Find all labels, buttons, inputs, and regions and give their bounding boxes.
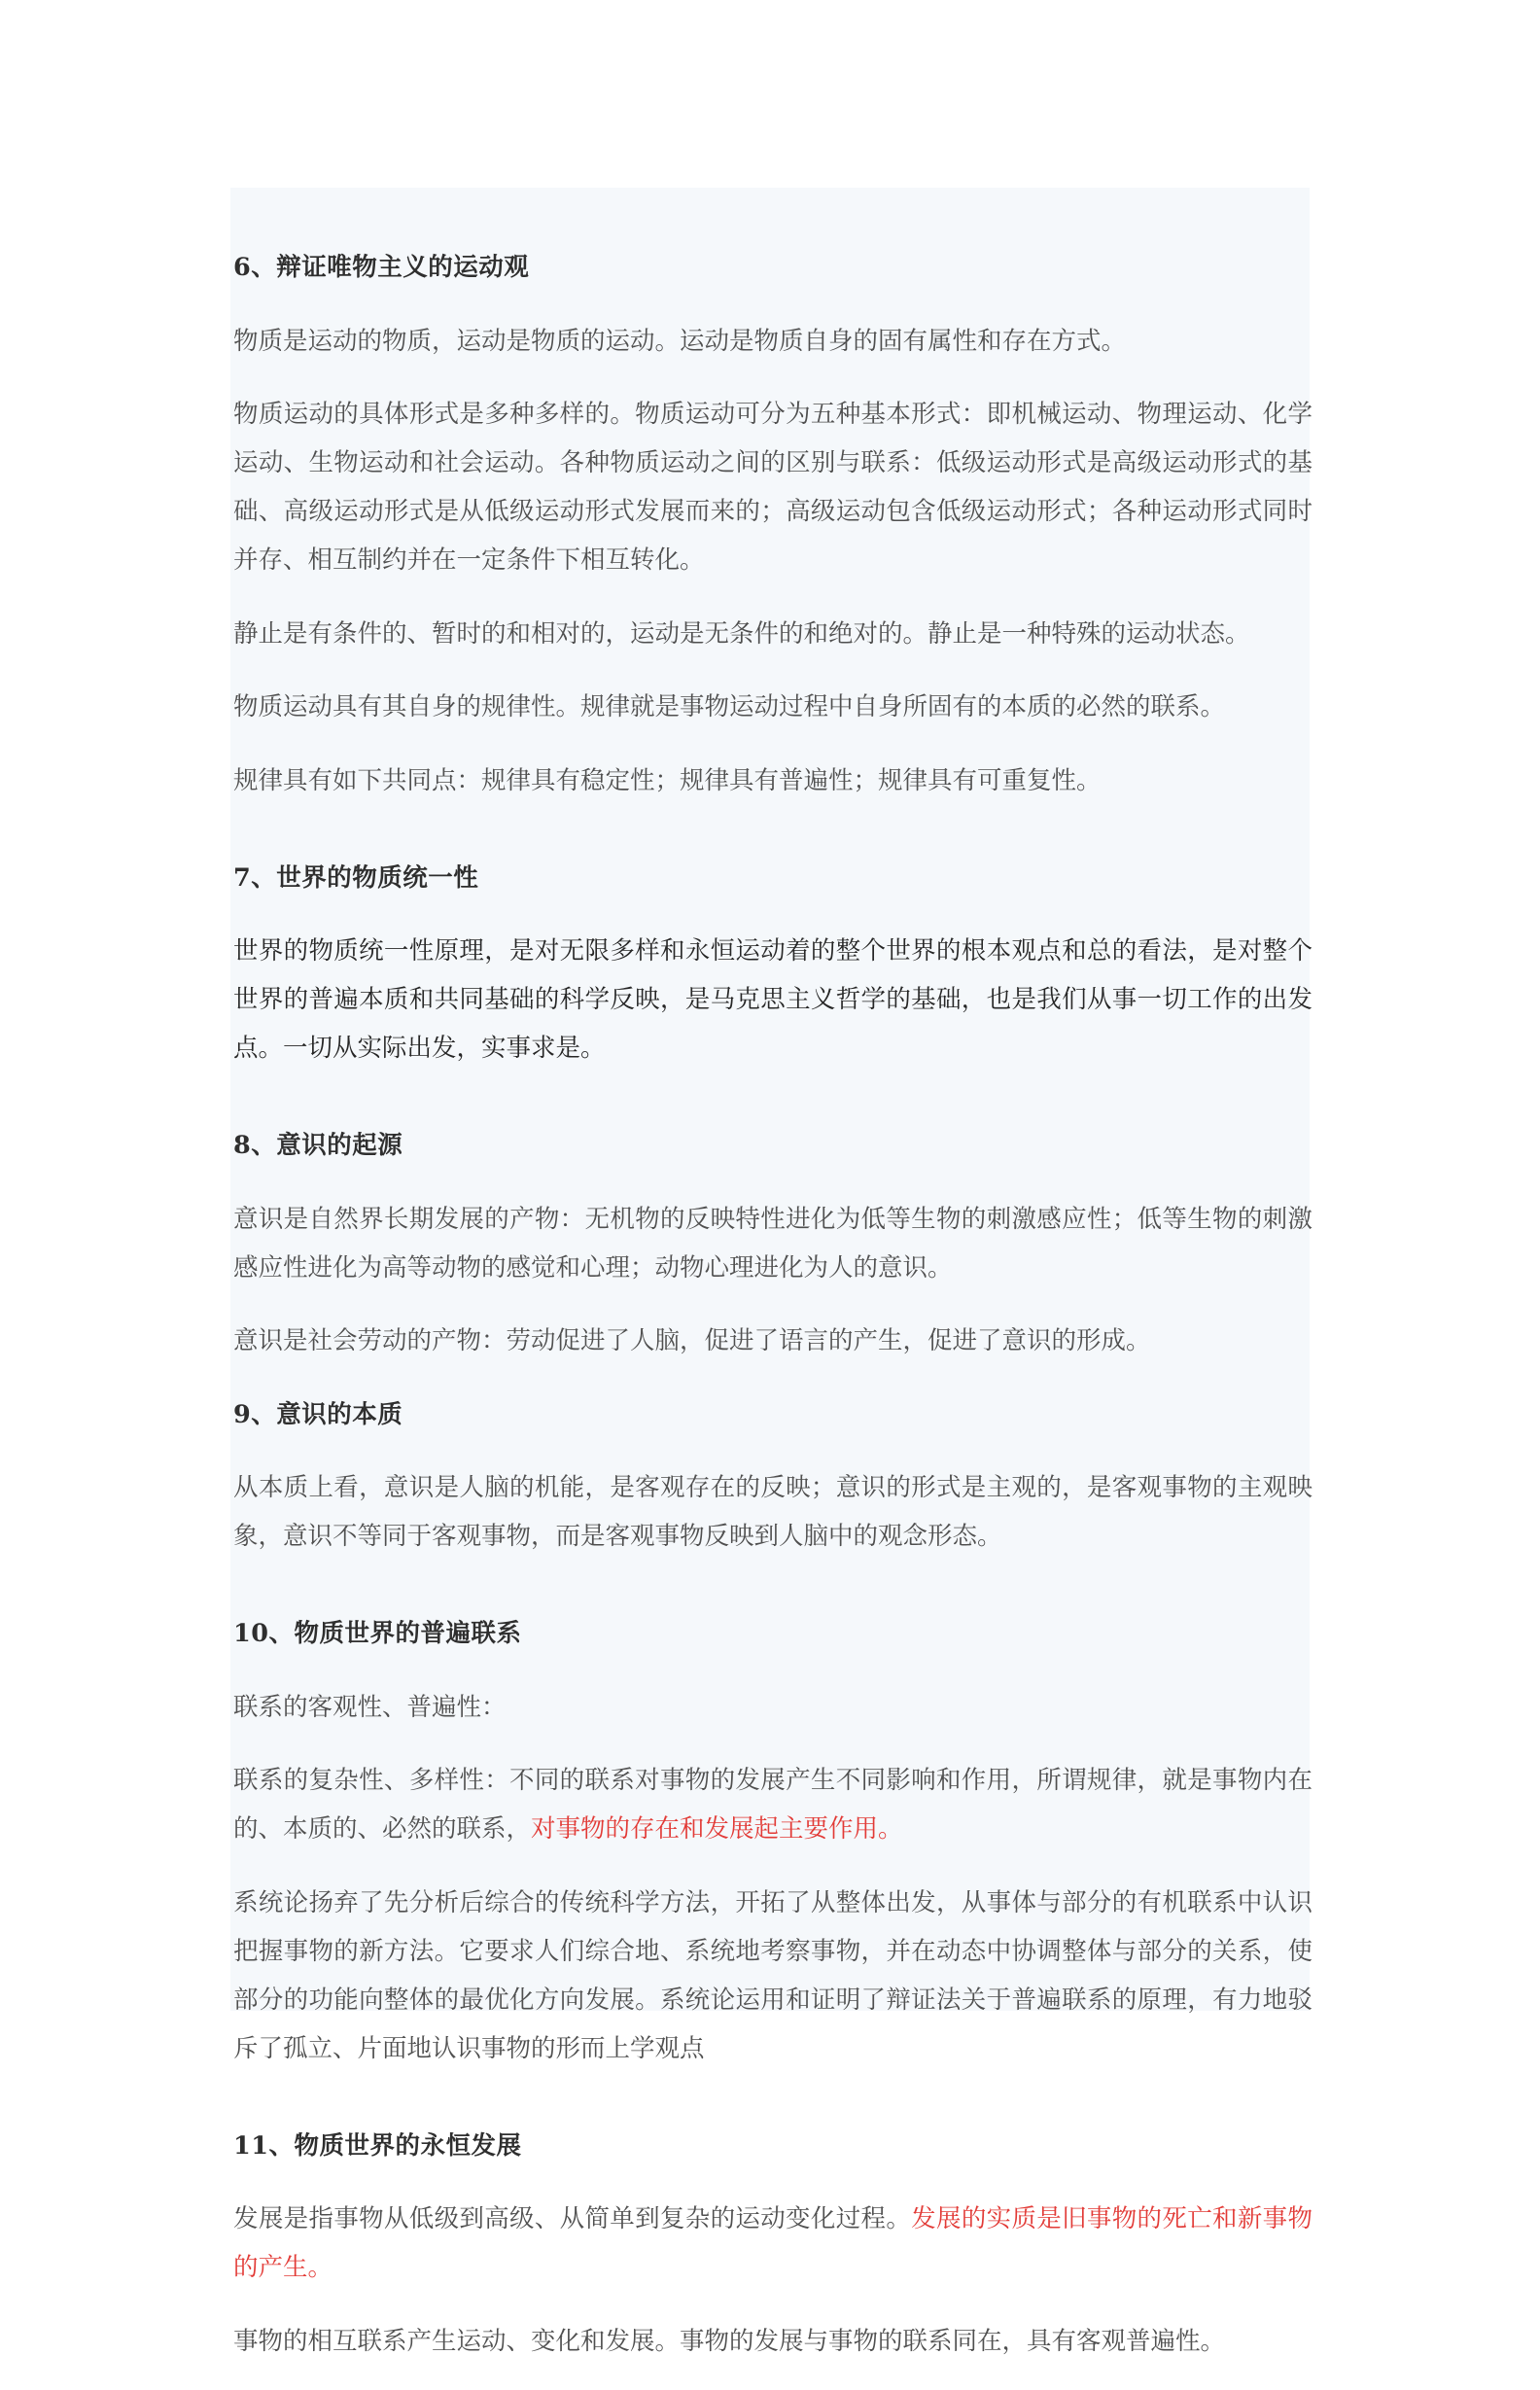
paragraph: 规律具有如下共同点：规律具有稳定性；规律具有普遍性；规律具有可重复性。 (233, 765, 1102, 795)
paragraph: 意识是自然界长期发展的产物：无机物的反映特性进化为低等生物的刺激感应性；低等生物的刺激感应性进化为高等动物的感觉和心理；动物心理进化为人的意识。 (233, 1204, 1312, 1283)
section-heading: 10、物质世界的普遍联系 (233, 1619, 522, 1648)
highlight-text: 发展的实质是旧事物的死亡和新事物的产生。 (233, 2204, 1312, 2282)
paragraph: 联系的客观性、普遍性： (233, 1692, 507, 1722)
paragraph: 静止是有条件的、暂时的和相对的，运动是无条件的和绝对的。静止是一种特殊的运动状态。 (233, 618, 1250, 649)
paragraph: 意识是社会劳动的产物：劳动促进了人脑，促进了语言的产生，促进了意识的形成。 (233, 1326, 1151, 1355)
paragraph-with-highlight (233, 2195, 1312, 2292)
section-heading: 6、辩证唯物主义的运动观 (233, 253, 530, 282)
paragraph: 从本质上看，意识是人脑的机能，是客观存在的反映；意识的形式是主观的，是客观事物的主观映象，意识不等同于客观事物，而是客观事物反映到人脑中的观念形态。 (233, 1473, 1312, 1551)
section-9-essence-of-consciousness (233, 1390, 1312, 1562)
paragraph: 物质运动具有其自身的规律性。规律就是事物运动过程中自身所固有的本质的必然的联系。 (233, 692, 1226, 721)
section-heading: 9、意识的本质 (233, 1399, 403, 1429)
section-heading: 8、意识的起源 (233, 1131, 403, 1160)
section-heading: 11、物质世界的永恒发展 (233, 2130, 522, 2161)
paragraph: 事物的相互联系产生运动、变化和发展。事物的发展与事物的联系同在，具有客观普遍性。 (233, 2326, 1226, 2356)
section-8-origin-of-consciousness (233, 1121, 1312, 1365)
highlight-text: 对事物的存在和发展起主要作用。 (531, 1814, 903, 1844)
section-10-universal-connection (233, 1609, 1312, 2073)
paragraph-with-highlight (233, 1756, 1312, 1853)
section-11-eternal-development (233, 2122, 1312, 2366)
paragraph-text: 发展是指事物从低级到高级、从简单到复杂的运动变化过程。 (233, 2204, 912, 2233)
paragraph-text: 联系的复杂性、多样性：不同的联系对事物的发展产生不同影响和作用，所谓规律，就是事物内在的、本质的、必然的联系， (233, 1766, 1312, 1844)
paragraph: 物质是运动的物质，运动是物质的运动。运动是物质自身的固有属性和存在方式。 (233, 326, 1127, 356)
paragraph: 世界的物质统一性原理，是对无限多样和永恒运动着的整个世界的根本观点和总的看法，是对整个世界的普遍本质和共同基础的科学反映，是马克思主义哲学的基础，也是我们从事一切工作的出发点。一切从实际出发，实事求是。 (233, 936, 1312, 1063)
paragraph: 物质运动的具体形式是多种多样的。物质运动可分为五种基本形式：即机械运动、物理运动、化学运动、生物运动和社会运动。各种物质运动之间的区别与联系：低级运动形式是高级运动形式的基础、高级运动形式是从低级运动形式发展而来的；高级运动包含低级运动形式；各种运动形式同时并存、相互制约并在一定条件下相互转化。 (233, 400, 1312, 575)
paragraph: 系统论扬弃了先分析后综合的传统科学方法，开拓了从整体出发，从事体与部分的有机联系中认识把握事物的新方法。它要求人们综合地、系统地考察事物，并在动态中协调整体与部分的关系，使部分的功能向整体的最优化方向发展。系统论运用和证明了辩证法关于普遍联系的原理，有力地驳斥了孤立、片面地认识事物的形而上学观点 (233, 1887, 1312, 2063)
document-content (233, 243, 1312, 2390)
section-7-material-unity (233, 854, 1312, 1073)
section-heading: 7、世界的物质统一性 (233, 862, 479, 893)
section-6-motion (233, 243, 1312, 805)
